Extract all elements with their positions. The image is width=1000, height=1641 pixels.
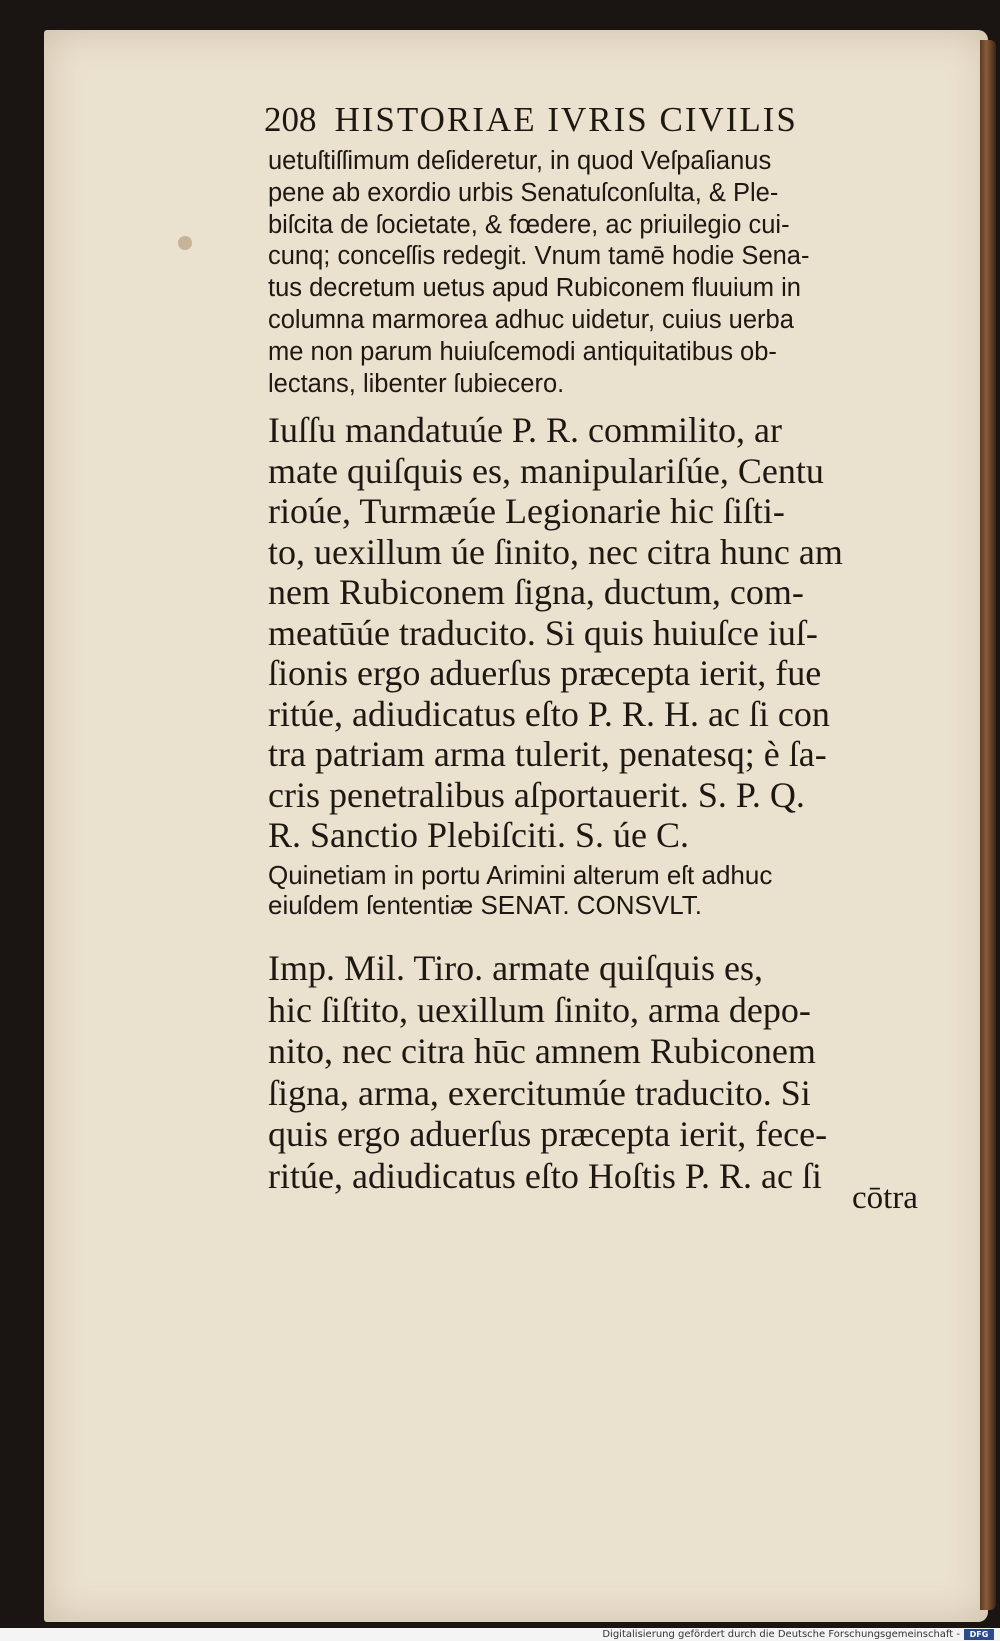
text-line: lectans, libenter ſubiecero. — [268, 369, 565, 398]
text-line: eiuſdem ſententiæ SENAT. CONSVLT. — [268, 890, 702, 920]
inscription-arimini — [268, 948, 968, 1197]
inscription-line: R. Sanctio Plebiſciti. S. úe C. — [268, 815, 689, 855]
text-line: tus decretum uetus apud Rubiconem fluuium in — [268, 274, 801, 303]
page-stain — [178, 236, 192, 250]
inscription-line: ritúe, adiudicatus eſto Hoſtis P. R. ac ſi — [268, 1155, 822, 1196]
inscription-line: ritúe, adiudicatus eſto P. R. H. ac ſi con — [268, 693, 830, 734]
book-edge — [980, 40, 996, 1610]
inscription-line: to, uexillum úe ſinito, nec citra hunc am — [268, 531, 843, 572]
inscription-line: rioúe, Turmæúe Legionarie hic ſiſti- — [268, 491, 785, 531]
running-title: HISTORIAE IVRIS CIVILIS — [334, 100, 798, 139]
inscription-line: Iuſſu mandatuúe P. R. commilito, ar — [268, 410, 782, 450]
text-line: biſcita de ſocietate, & fœdere, ac priuilegio cui- — [268, 210, 790, 239]
inscription-line: meatūúe traducito. Si quis huiuſce iuſ- — [268, 612, 818, 653]
inscription-line: tra patriam arma tulerit, penatesq; è ſa- — [268, 734, 827, 774]
inscription-rubicon — [268, 410, 968, 856]
inscription-line: nem Rubiconem ſigna, ductum, com- — [268, 572, 804, 612]
running-head — [264, 100, 904, 140]
dfg-logo: DFG — [964, 1629, 994, 1640]
inscription-line: hic ſiſtito, uexillum ſinito, arma depo- — [268, 989, 811, 1030]
text-line: uetuſtiſſimum deſideretur, in quod Veſpaſianus — [268, 147, 772, 175]
text-line: me non parum huiuſcemodi antiquitatibus ob- — [268, 337, 777, 366]
catchword: cōtra — [852, 1180, 918, 1216]
page-number: 208 — [264, 100, 317, 139]
inscription-line: ſigna, arma, exercitumúe traducito. Si — [268, 1072, 811, 1113]
inscription-line: nito, nec citra hūc amnem Rubiconem — [268, 1031, 816, 1071]
text-line: Quinetiam in portu Arimini alterum eſt adhuc — [268, 860, 773, 890]
note-paragraph — [268, 860, 968, 920]
inscription-line: ſionis ergo aduerſus præcepta ierit, fue — [268, 653, 822, 693]
text-line: columna marmorea adhuc uidetur, cuius uerba — [268, 305, 794, 334]
text-line: cunq; conceſſis redegit. Vnum tamē hodie Sena- — [268, 242, 810, 271]
intro-paragraph — [268, 146, 968, 400]
footer-bar — [0, 1628, 1000, 1641]
inscription-line: quis ergo aduerſus præcepta ierit, fece- — [268, 1114, 828, 1154]
inscription-line: Imp. Mil. Tiro. armate quiſquis es, — [268, 948, 763, 988]
text-line: pene ab exordio urbis Senatuſconſulta, & Ple- — [268, 178, 779, 207]
funding-credit: Digitalisierung gefördert durch die Deutsche Forschungsgemeinschaft - — [602, 1629, 960, 1640]
inscription-line: mate quiſquis es, manipulariſúe, Centu — [268, 450, 824, 491]
inscription-line: cris penetralibus aſportauerit. S. P. Q. — [268, 774, 805, 815]
